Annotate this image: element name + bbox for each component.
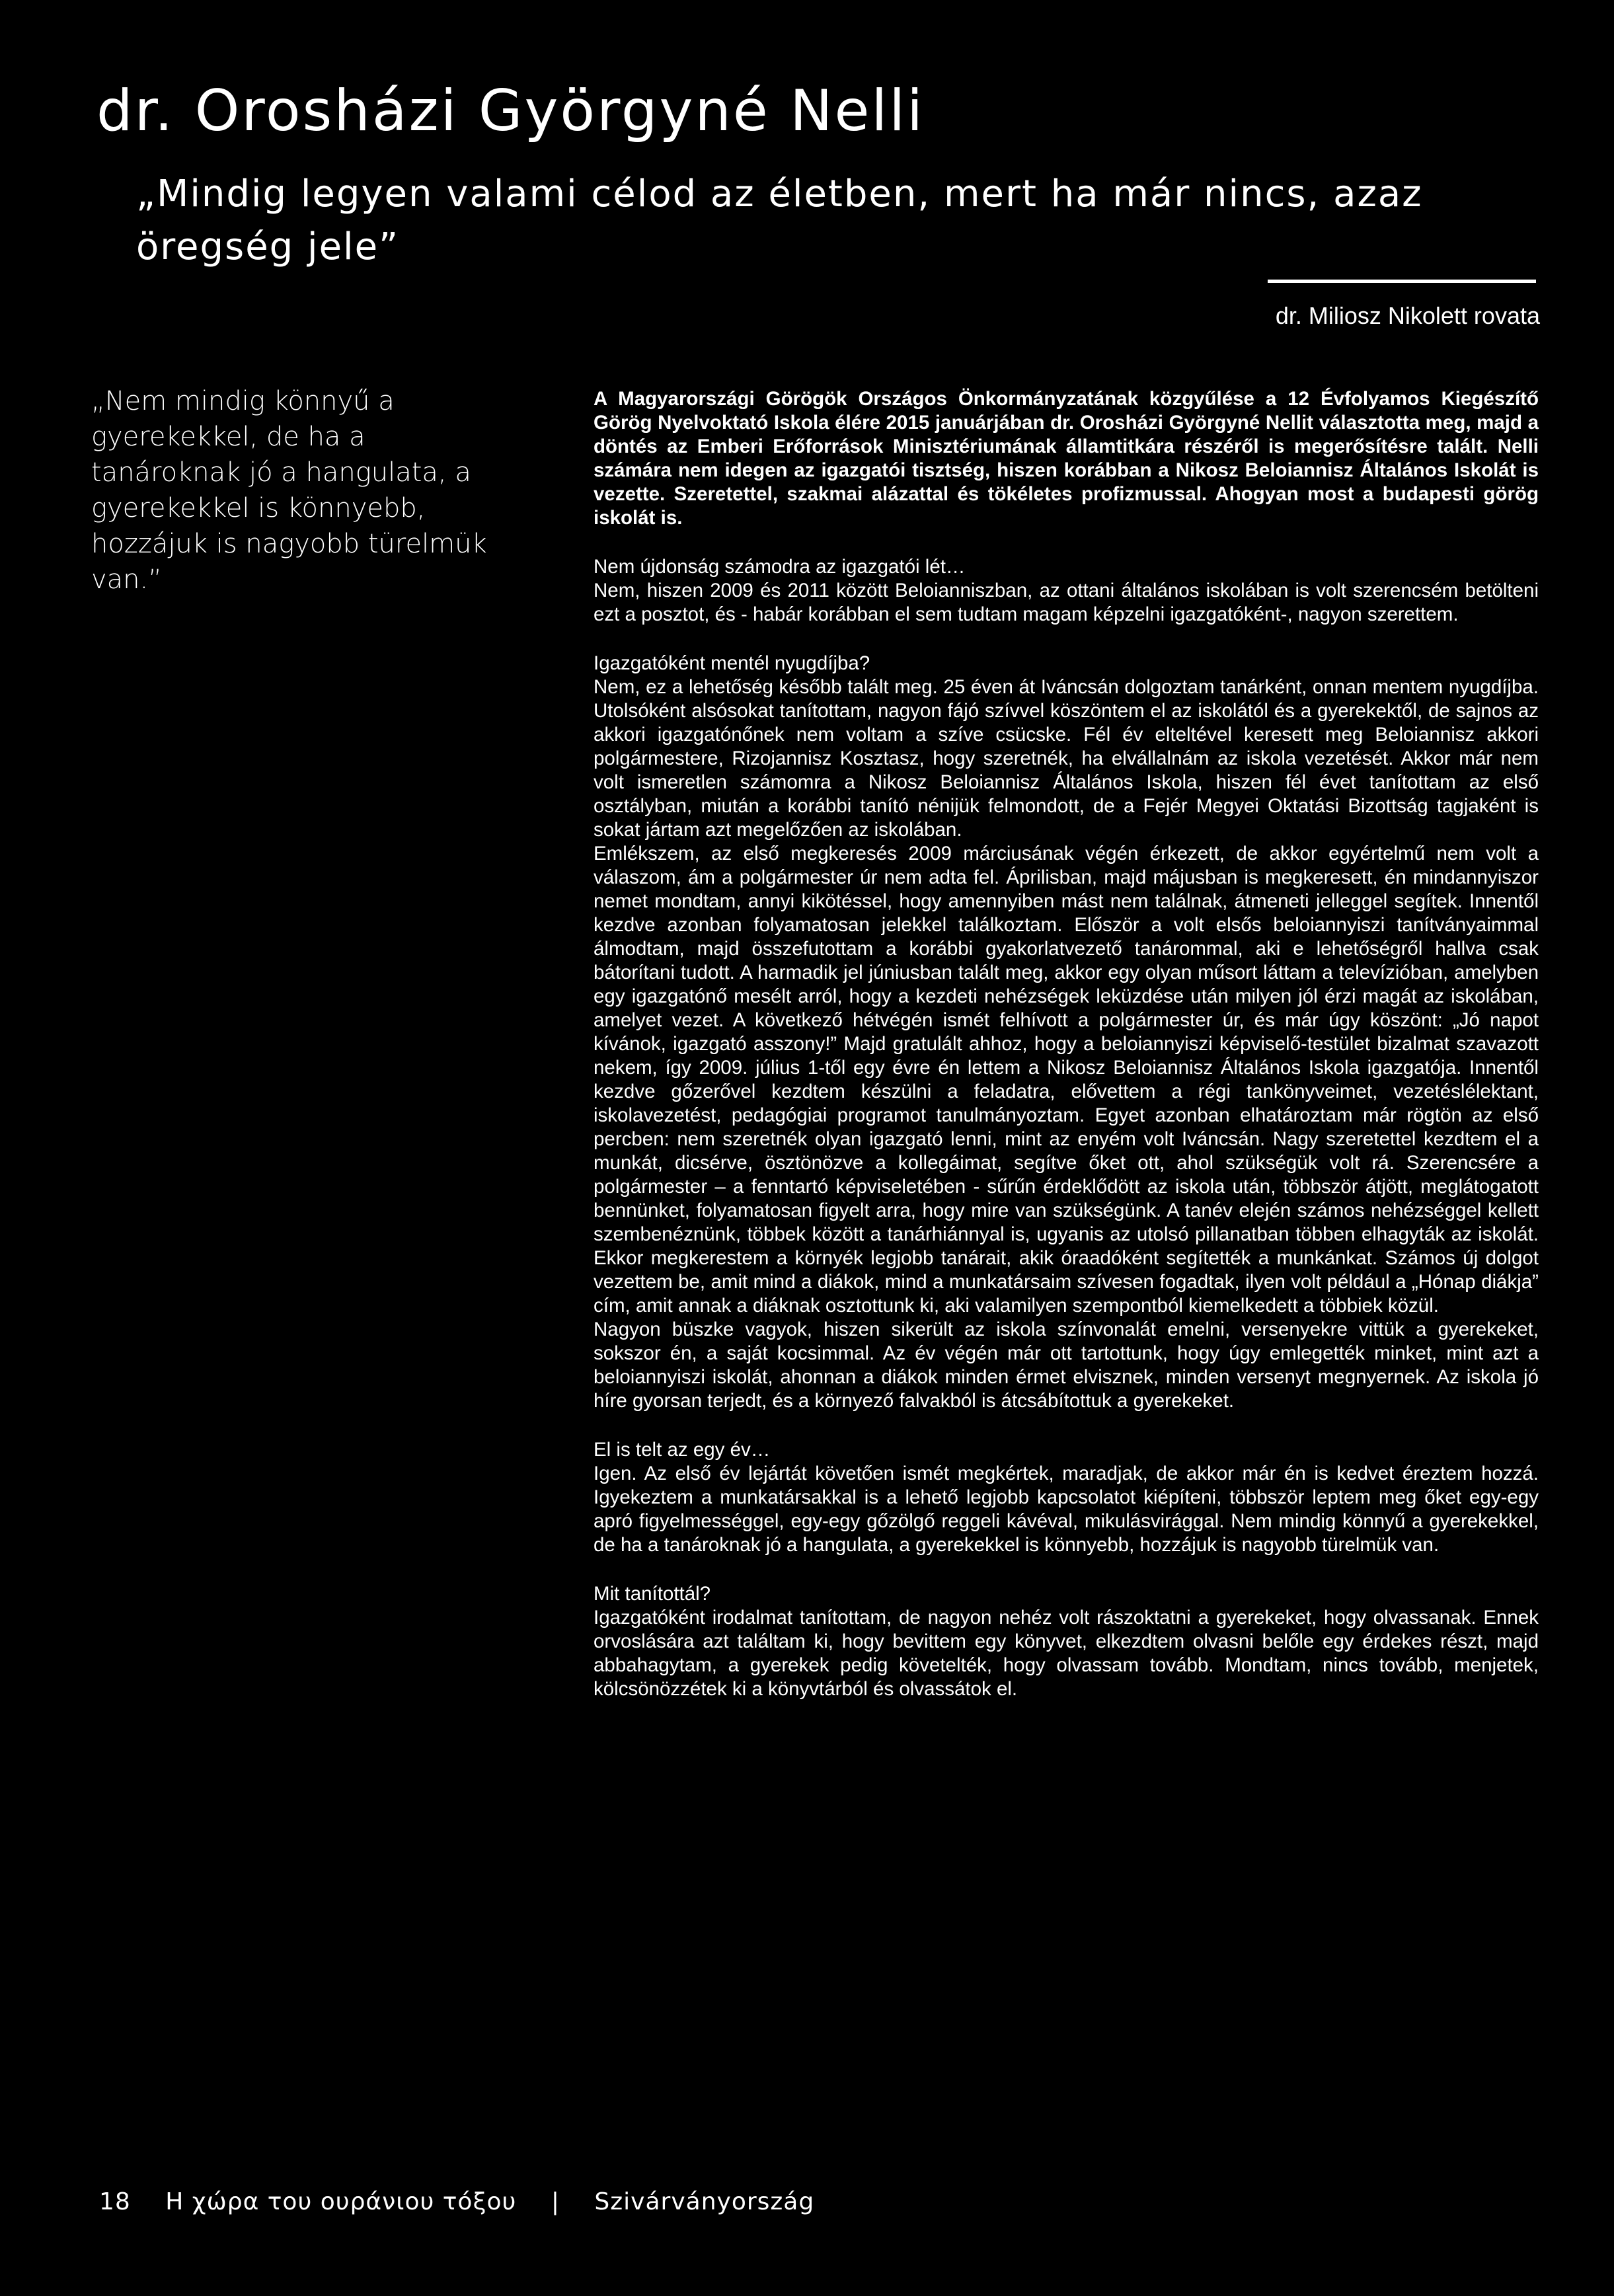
- answer-paragraph: Igazgatóként irodalmat tanítottam, de nagyon nehéz volt rászoktatni a gyerekeket, hogy olvassanak. Ennek orvoslására azt találtam ki, hogy bevittem egy könyvet, elkezdtem olvasni belőle egy érdekes részt, majd abbahagytam, a gyerekek pedig követelték, hogy olvassam tovább. Mondtam, nincs tovább, menjetek, kölcsönözzétek ki a könyvtárból és olvassátok el.: [594, 1607, 1539, 1700]
- pull-quote: „Nem mindig könnyű a gyerekekkel, de ha a tanároknak jó a hangulata, a gyerekekkel is könnyebb, hozzájuk is nagyobb türelmük van.”: [91, 386, 487, 595]
- answer-paragraph: Nem, hiszen 2009 és 2011 között Beloianniszban, az ottani általános iskolában is volt szerencsém betölteni ezt a posztot, és - habár korábban el sem tudtam magam képzelni igazgatóként-, nagyon szerettem.: [594, 580, 1539, 625]
- article-subtitle: „Mindig legyen valami célod az életben, mert ha már nincs, azaz öregség jele”: [136, 172, 1423, 268]
- section-gap: [594, 1413, 1539, 1438]
- article-body: [594, 387, 1539, 1701]
- footer-separator: |: [551, 2188, 560, 2215]
- interview-question: Igazgatóként mentél nyugdíjba?: [594, 652, 870, 674]
- byline: dr. Miliosz Nikolett rovata: [1275, 302, 1540, 329]
- answer-paragraph: Igen. Az első év lejártát követően ismét megkértek, maradjak, de akkor már én is kedvet éreztem hozzá. Igyekeztem a munkatársakkal is a lehető legjobb kapcsolatot kiépíteni, többször leptem meg őket egy-egy apró figyelmességgel, egy-egy gőzölgő reggeli kávéval, mikulásvirággal. Nem mindig könnyű a gyerekekkel, de ha a tanároknak jó a hangulata, a gyerekekkel is könnyebb, hozzájuk is nagyobb türelmük van.: [594, 1463, 1539, 1556]
- interview-question: Nem újdonság számodra az igazgatói lét…: [594, 556, 966, 578]
- interview-question: Mit tanítottál?: [594, 1583, 711, 1605]
- answer-paragraph: Emlékszem, az első megkeresés 2009 márciusának végén érkezett, de akkor egyértelmű nem volt a válaszom, ám a polgármester úr nem adta fel. Áprilisban, majd májusban is megkeresett, én mindannyiszor nemet mondtam, annyi kikötéssel, hogy amennyiben mást nem találnak, átmeneti jelleggel segítek. Innentől kezdve azonban folyamatosan jelekkel találkoztam. Először a volt elsős beloiannyiszi tanítványaimmal álmodtam, majd összefutottam a korábbi gyakorlatvezető tanárommal, aki e lehetőségről hallva csak bátorítani tudott. A harmadik jel júniusban talált meg, akkor egy olyan műsort láttam a televízióban, amelyben egy igazgatónő mesélt arról, hogy a kezdeti nehézségek leküzdése után milyen jól érzi magát az iskolában, amelyet vezet. A következő hétvégén ismét felhívott a polgármester úr, és már úgy köszönt: „Jó napot kívánok, igazgató asszony!” Majd gratulált ahhoz, hogy a beloiannyiszi képviselő-testület bizalmat szavazott nekem, így 2009. július 1-től egy évre én lettem a Nikosz Beloiannisz Általános Iskola igazgatója. Innentől kezdve gőzerővel kezdtem készülni a feladatra, elővettem a régi tankönyveimet, vezetéslélektant, iskolavezetést, pedagógiai programot tanulmányoztam. Egyet azonban elhatároztam már rögtön az első percben: nem szeretnék olyan igazgató lenni, mint az enyém volt Iváncsán. Nagy szeretettel kezdtem el a munkát, dicsérve, ösztönözve a kollegáimat, segítve őket ott, ahol szükségük volt rá. Szerencsére a polgármester – a fenntartó képviseletében - sűrűn érdeklődött az iskola után, többször átjött, meglátogatott bennünket, folyamatosan figyelt arra, hogy mire van szükségünk. A tanév elején számos nehézséggel kellett szembenéznünk, többek között a tanárhiánnyal is, ugyanis az utolsó pillanatban többen elhagyták az iskolát. Ekkor megkerestem a környék legjobb tanárait, akik óraadóként segítették a munkánkat. Számos új dolgot vezettem be, amit mind a diákok, mind a munkatársaim szívesen fogadtak, ilyen volt például a „Hónap diákja” cím, amit annak a diáknak osztottunk ki, aki valamilyen szempontból kiemelkedett a többiek közül.: [594, 843, 1539, 1317]
- answer-paragraph: Nagyon büszke vagyok, hiszen sikerült az iskola színvonalát emelni, versenyekre vittük a gyerekeket, sokszor én, a saját kocsimmal. Az év végén már ott tartottunk, hogy úgy emlegették minket, mint azt a beloiannyiszi iskolát, ahonnan a diákok minden érmet elvisznek, minden versenyt megnyernek. Az iskola jó híre gyorsan terjedt, és a környező falvakból is átcsábítottuk a gyerekeket.: [594, 1319, 1539, 1412]
- section-gap: [594, 1557, 1539, 1582]
- section-gap: [594, 627, 1539, 652]
- interview-question: El is telt az egy év…: [594, 1439, 771, 1461]
- section-gap: [594, 530, 1539, 555]
- magazine-title-greek: Η χώρα του ουράνιου τόξου: [165, 2188, 517, 2215]
- article-title: dr. Orosházi Györgyné Nelli: [96, 78, 925, 144]
- page-number: 18: [99, 2188, 131, 2215]
- answer-paragraph: Nem, ez a lehetőség később talált meg. 25 éven át Iváncsán dolgoztam tanárként, onnan mentem nyugdíjba. Utolsóként alsósokat tanítottam, nagyon fájó szívvel köszöntem el az iskolától és a gyerekektől, de sajnos az akkori igazgatónőnek nem voltam a szíve csücske. Fél év elteltével keresett meg Beloiannisz akkori polgármestere, Rizojannisz Kosztasz, hogy szeretnék, ha elvállalnám az iskola vezetését. Akkor már nem volt ismeretlen számomra a Nikosz Beloiannisz Általános Iskola, hiszen fél évet tanítottam az első osztályban, miután a korábbi tanító nénijük felmondott, de a Fejér Megyei Oktatási Bizottság tagjaként is sokat jártam azt megelőzően az iskolában.: [594, 676, 1539, 841]
- article-lead: A Magyarországi Görögök Országos Önkormányzatának közgyűlése a 12 Évfolyamos Kiegészítő Görög Nyelvoktató Iskola élére 2015 januárjában dr. Orosházi Györgyné Nellit választotta meg, majd a döntés az Emberi Erőforrások Minisztériumának államtitkára részéről is megerősítésre talált. Nelli számára nem idegen az igazgatói tisztség, hiszen korábban a Nikosz Beloiannisz Általános Iskolát is vezette. Szeretettel, szakmai alázattal és tökéletes profizmussal. Ahogyan most a budapesti görög iskolát is.: [594, 388, 1539, 529]
- page-footer: [99, 2188, 841, 2217]
- byline-rule: [1268, 280, 1536, 283]
- magazine-title-hungarian: Szivárványország: [594, 2188, 815, 2215]
